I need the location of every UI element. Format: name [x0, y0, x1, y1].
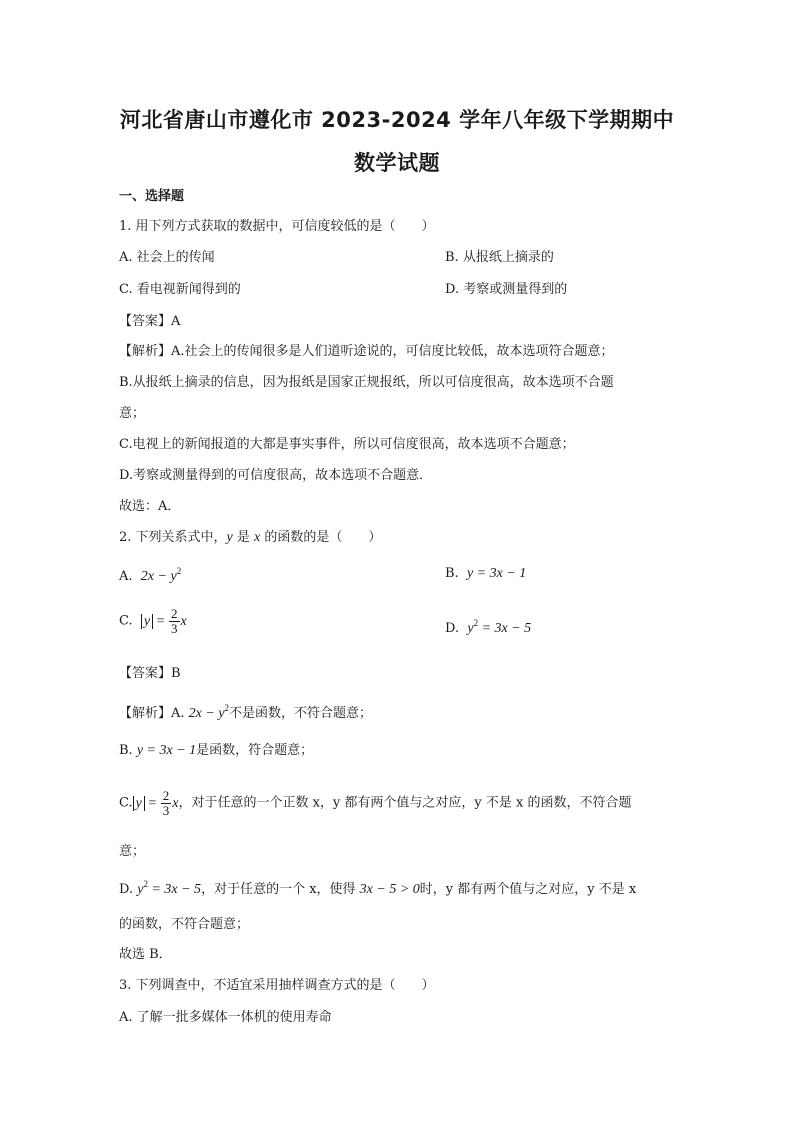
q1-answer: 【答案】A	[119, 314, 181, 329]
q1-option-d: D. 考察或测量得到的	[445, 282, 568, 297]
q3-option-a: A. 了解一批多媒体一体机的使用寿命	[119, 1010, 332, 1025]
q1-option-c: C. 看电视新闻得到的	[119, 282, 241, 297]
q3-stem: 3. 下列调查中，不适宜采用抽样调查方式的是（ ）	[119, 978, 435, 993]
q1-explanation-5: D.考察或测量得到的可信度很高，故本选项不合题意．	[119, 468, 433, 483]
q1-option-b: B. 从报纸上摘录的	[445, 250, 554, 265]
q1-explanation-6: 故选：A．	[119, 499, 181, 514]
q1-stem: 1. 用下列方式获取的数据中，可信度较低的是（ ）	[119, 219, 435, 234]
q2-explanation-a: 【解析】A. $2x - y^2$不是函数，不符合题意；	[119, 703, 373, 721]
q2-option-d: D. $y^2 = 3x - 5$	[445, 618, 532, 636]
q1-explanation-4: C.电视上的新闻报道的大都是事实事件，所以可信度很高，故本选项不合题意；	[119, 437, 575, 452]
q2-explanation-b: B. y = 3x − 1是函数，符合题意；	[119, 743, 314, 758]
q2-explanation-end: 故选 B．	[119, 947, 172, 962]
document-title-line2: 数学试题	[354, 151, 440, 175]
q1-explanation-1: 【解析】A.社会上的传闻很多是人们道听途说的，可信度比较低，故本选项符合题意；	[119, 344, 614, 359]
q2-stem: 2. 下列关系式中，y 是 x 的函数的是（ ）	[119, 530, 382, 545]
q1-option-a: A. 社会上的传闻	[119, 250, 215, 265]
q2-explanation-c: C. y = $\frac{2}{3}$ x，对于任意的一个正数 x，y 都有两个值与之对应，y 不是 x 的函数，不符合题	[119, 788, 632, 818]
q1-explanation-3: 意；	[119, 406, 146, 421]
q2-explanation-d: D. $y^2 = 3x - 5$，对于任意的一个 x，使得 3x − 5 > 0时，y 都有两个值与之对应，y 不是 x	[119, 879, 637, 897]
q2-explanation-c-2: 意；	[119, 844, 146, 859]
q2-option-a: A. $2x - y^2$	[119, 566, 182, 584]
section-heading: 一、选择题	[119, 189, 185, 204]
q2-answer: 【答案】B	[119, 666, 181, 681]
q2-option-c: C. y = $\frac{2}{3}$ x	[119, 606, 187, 636]
q2-explanation-d-2: 的函数，不符合题意；	[119, 917, 250, 932]
document-title-line1: 河北省唐山市遵化市 2023-2024 学年八年级下学期期中	[119, 108, 675, 132]
q1-explanation-2: B.从报纸上摘录的信息，因为报纸是国家正规报纸，所以可信度很高，故本选项不合题	[119, 375, 614, 390]
q2-option-b: B. y = 3x − 1	[445, 566, 527, 581]
